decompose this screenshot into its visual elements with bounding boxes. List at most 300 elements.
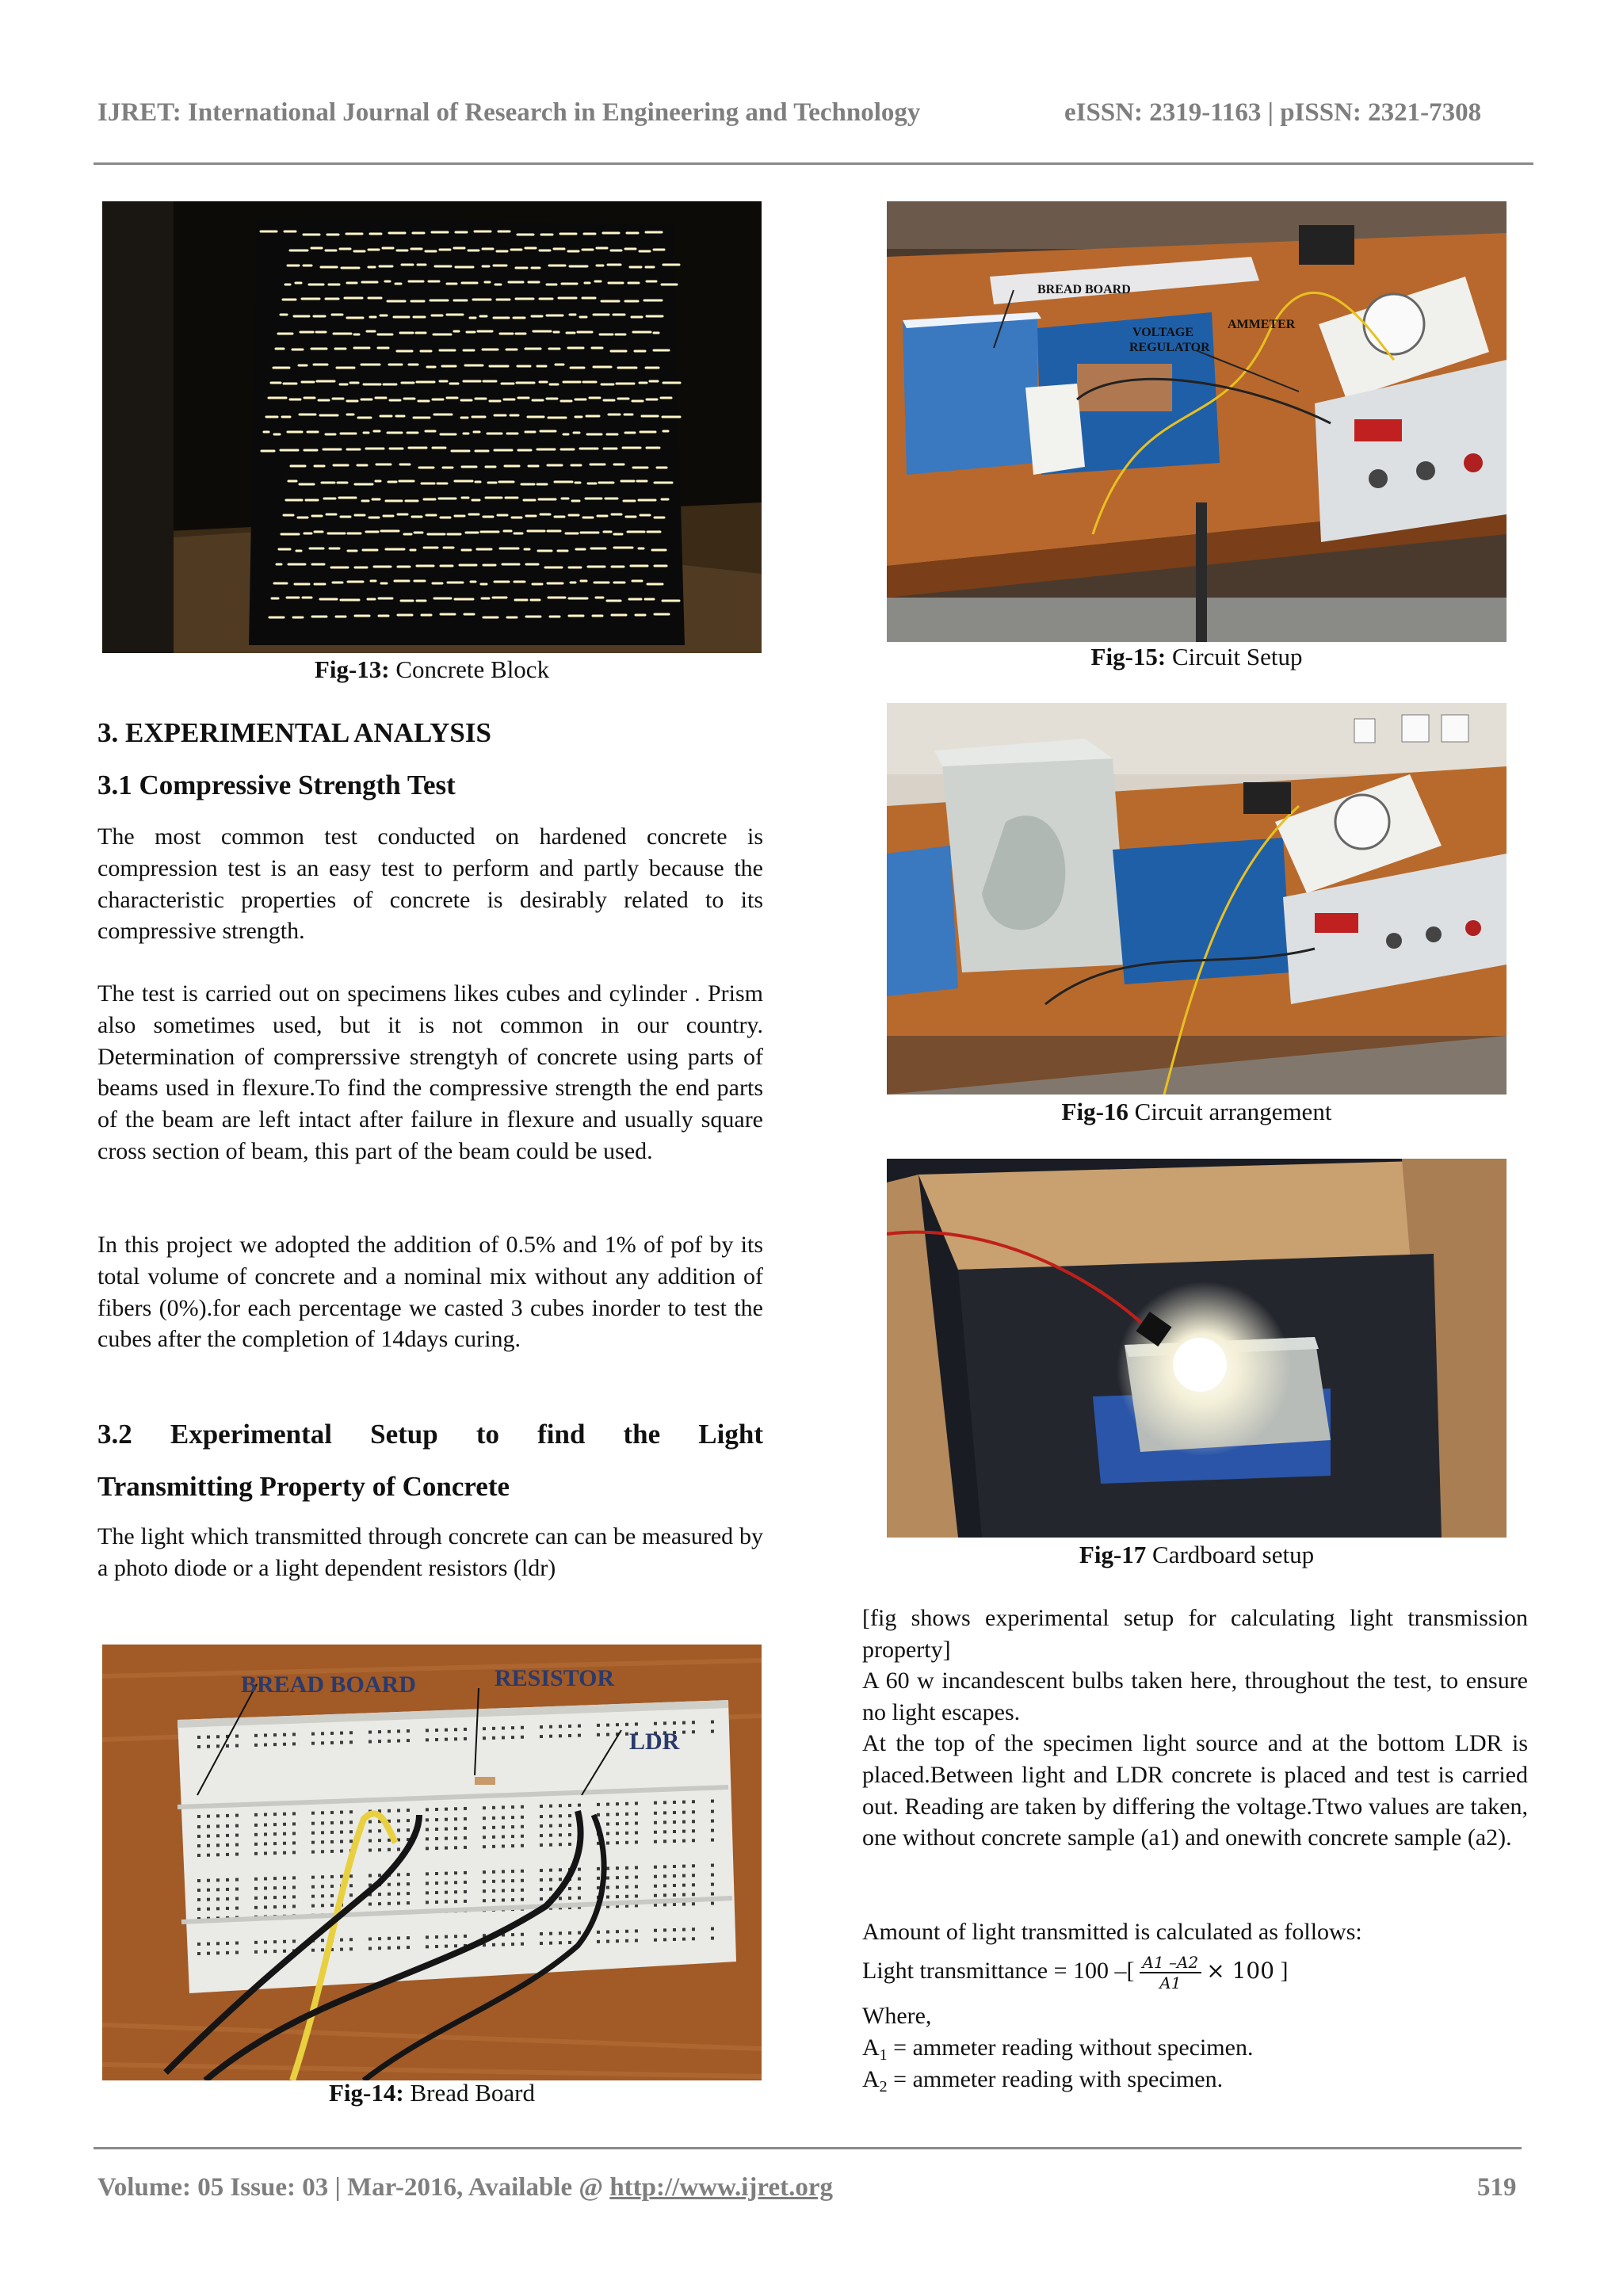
breadboard-hole bbox=[549, 1888, 552, 1891]
breadboard-hole bbox=[311, 1822, 315, 1825]
breadboard-hole bbox=[426, 1945, 429, 1948]
breadboard-hole bbox=[226, 1834, 229, 1837]
breadboard-hole bbox=[378, 1937, 381, 1940]
breadboard-hole bbox=[616, 1813, 619, 1816]
breadboard-hole bbox=[197, 1908, 200, 1911]
breadboard-hole bbox=[616, 1866, 619, 1870]
breadboard-hole bbox=[635, 1831, 638, 1834]
breadboard-hole bbox=[273, 1832, 277, 1836]
section-heading: 3. EXPERIMENTAL ANALYSIS bbox=[97, 717, 491, 748]
a2-text: = ammeter reading with specimen. bbox=[887, 2066, 1224, 2092]
breadboard-hole bbox=[682, 1903, 685, 1906]
breadboard-hole bbox=[292, 1742, 296, 1745]
breadboard-hole bbox=[264, 1733, 267, 1736]
breadboard-hole bbox=[264, 1877, 267, 1880]
breadboard-hole bbox=[311, 1885, 315, 1889]
breadboard-hole bbox=[635, 1821, 638, 1824]
a2-definition bbox=[862, 2064, 1223, 2095]
breadboard-hole bbox=[682, 1928, 685, 1931]
breadboard-hole bbox=[502, 1805, 505, 1809]
breadboard-hole bbox=[407, 1729, 410, 1733]
breadboard-hole bbox=[692, 1874, 695, 1877]
breadboard-hole bbox=[502, 1943, 505, 1946]
breadboard-hole bbox=[568, 1814, 571, 1817]
breadboard-hole bbox=[616, 1876, 619, 1879]
breadboard-hole bbox=[663, 1928, 666, 1931]
breadboard-hole bbox=[540, 1735, 543, 1738]
breadboard-hole bbox=[549, 1843, 552, 1847]
breadboard-hole bbox=[559, 1941, 562, 1944]
breadboard-hole bbox=[407, 1882, 410, 1885]
breadboard-hole bbox=[445, 1729, 448, 1732]
breadboard-hole bbox=[635, 1929, 638, 1932]
breadboard-hole bbox=[597, 1803, 600, 1806]
breadboard-hole bbox=[711, 1893, 714, 1896]
footer-link[interactable]: http://www.ijret.org bbox=[609, 2173, 833, 2202]
breadboard-hole bbox=[663, 1893, 666, 1897]
breadboard-hole bbox=[521, 1835, 524, 1838]
breadboard-hole bbox=[407, 1819, 410, 1822]
breadboard-hole bbox=[568, 1734, 571, 1737]
breadboard-hole bbox=[283, 1905, 286, 1908]
breadboard-hole bbox=[283, 1813, 286, 1816]
breadboard-hole bbox=[407, 1809, 410, 1812]
breadboard-hole bbox=[635, 1801, 638, 1805]
fig13-caption bbox=[102, 655, 762, 685]
breadboard-hole bbox=[435, 1738, 438, 1741]
breadboard-hole bbox=[502, 1825, 505, 1828]
breadboard-hole bbox=[625, 1841, 628, 1844]
breadboard-hole bbox=[549, 1932, 552, 1935]
breadboard-hole bbox=[349, 1938, 353, 1941]
breadboard-hole bbox=[235, 1834, 239, 1837]
breadboard-hole bbox=[273, 1823, 277, 1826]
breadboard-hole bbox=[483, 1870, 486, 1874]
breadboard-hole bbox=[207, 1943, 210, 1946]
breadboard-hole bbox=[606, 1877, 609, 1880]
breadboard-hole bbox=[369, 1830, 372, 1833]
breadboard-hole bbox=[226, 1814, 229, 1817]
breadboard-hole bbox=[502, 1736, 505, 1739]
breadboard-hole bbox=[197, 1943, 200, 1946]
fig14-caption bbox=[102, 2078, 762, 2108]
footer-rule bbox=[94, 2147, 1522, 2149]
breadboard-hole bbox=[321, 1939, 324, 1942]
breadboard-hole bbox=[682, 1830, 685, 1833]
breadboard-hole bbox=[711, 1937, 714, 1940]
breadboard-hole bbox=[540, 1932, 543, 1935]
breadboard-hole bbox=[511, 1736, 514, 1739]
breadboard-hole bbox=[273, 1886, 277, 1889]
breadboard-hole bbox=[568, 1833, 571, 1836]
breadboard-hole bbox=[635, 1722, 638, 1725]
breadboard-hole bbox=[454, 1890, 457, 1893]
breadboard-hole bbox=[264, 1940, 267, 1943]
breadboard-hole bbox=[445, 1935, 448, 1939]
breadboard-hole bbox=[711, 1800, 714, 1803]
breadboard-hole bbox=[407, 1828, 410, 1832]
breadboard-hole bbox=[606, 1886, 609, 1889]
breadboard-hole bbox=[616, 1939, 619, 1943]
breadboard-hole bbox=[254, 1878, 258, 1881]
breadboard-hole bbox=[625, 1802, 628, 1805]
breadboard-hole bbox=[625, 1813, 628, 1816]
breadboard-hole bbox=[663, 1801, 666, 1804]
breadboard-hole bbox=[330, 1821, 334, 1824]
a2-symbol: A bbox=[862, 2066, 880, 2092]
breadboard-hole bbox=[321, 1850, 324, 1853]
breadboard-hole bbox=[445, 1891, 448, 1894]
breadboard-hole bbox=[226, 1744, 229, 1748]
breadboard-hole bbox=[682, 1893, 685, 1897]
breadboard-hole bbox=[349, 1893, 353, 1897]
breadboard-hole bbox=[445, 1808, 448, 1811]
breadboard-hole bbox=[635, 1866, 638, 1869]
breadboard-hole bbox=[483, 1806, 486, 1809]
breadboard-hole bbox=[445, 1945, 448, 1948]
breadboard-hole bbox=[492, 1806, 495, 1809]
breadboard-hole bbox=[521, 1943, 524, 1946]
breadboard-hole bbox=[426, 1935, 429, 1939]
breadboard-hole bbox=[616, 1885, 619, 1889]
breadboard-hole bbox=[397, 1936, 400, 1939]
breadboard-hole bbox=[464, 1817, 467, 1820]
breadboard-hole bbox=[502, 1844, 505, 1847]
fig17-caption bbox=[887, 1540, 1507, 1570]
subsection-heading-3-2-line2: Transmitting Property of Concrete bbox=[97, 1471, 510, 1502]
breadboard-hole bbox=[254, 1887, 258, 1890]
breadboard-hole bbox=[397, 1739, 400, 1742]
breadboard-hole bbox=[369, 1947, 372, 1950]
breadboard-hole bbox=[492, 1880, 495, 1883]
breadboard-hole bbox=[216, 1744, 220, 1748]
breadboard-hole bbox=[207, 1736, 210, 1739]
breadboard-hole bbox=[426, 1828, 429, 1831]
breadboard-hole bbox=[540, 1824, 543, 1828]
breadboard-hole bbox=[216, 1843, 220, 1847]
breadboard-hole bbox=[483, 1817, 486, 1820]
breadboard-hole bbox=[654, 1894, 657, 1897]
fig14-label-breadboard: BREAD BOARD bbox=[241, 1671, 416, 1698]
breadboard-hole bbox=[492, 1727, 495, 1730]
breadboard-hole bbox=[521, 1870, 524, 1873]
breadboard-hole bbox=[663, 1839, 666, 1843]
breadboard-hole bbox=[378, 1848, 381, 1851]
breadboard-hole bbox=[682, 1820, 685, 1824]
breadboard-hole bbox=[654, 1840, 657, 1843]
breadboard-hole bbox=[388, 1946, 391, 1950]
breadboard-hole bbox=[273, 1733, 277, 1736]
breadboard-hole bbox=[378, 1740, 381, 1743]
breadboard-hole bbox=[340, 1939, 343, 1942]
breadboard-hole bbox=[521, 1879, 524, 1882]
breadboard-hole bbox=[625, 1723, 628, 1726]
breadboard-hole bbox=[483, 1727, 486, 1730]
breadboard-hole bbox=[426, 1808, 429, 1811]
breadboard-hole bbox=[311, 1949, 315, 1952]
subsection-heading-3-2-line1: 3.2 Experimental Setup to find the Light bbox=[97, 1419, 763, 1450]
breadboard-hole bbox=[625, 1866, 628, 1870]
breadboard-hole bbox=[578, 1887, 581, 1890]
breadboard-hole bbox=[692, 1810, 695, 1813]
breadboard-hole bbox=[273, 1940, 277, 1943]
breadboard-hole bbox=[597, 1813, 600, 1817]
fig13-image bbox=[102, 201, 762, 653]
breadboard-hole bbox=[464, 1871, 467, 1874]
breadboard-hole bbox=[264, 1743, 267, 1746]
breadboard-hole bbox=[264, 1832, 267, 1836]
breadboard-hole bbox=[226, 1853, 229, 1856]
breadboard-hole bbox=[616, 1832, 619, 1835]
breadboard-hole bbox=[311, 1841, 315, 1844]
breadboard-hole bbox=[388, 1883, 391, 1886]
breadboard-hole bbox=[330, 1894, 334, 1897]
fig14-image bbox=[102, 1645, 762, 2080]
breadboard-hole bbox=[663, 1874, 666, 1878]
breadboard-hole bbox=[235, 1897, 239, 1901]
breadboard-hole bbox=[340, 1741, 343, 1744]
breadboard-hole bbox=[559, 1833, 562, 1836]
breadboard-hole bbox=[578, 1868, 581, 1871]
breadboard-hole bbox=[207, 1898, 210, 1901]
breadboard-hole bbox=[321, 1875, 324, 1878]
fig13-text: Concrete Block bbox=[395, 655, 550, 683]
breadboard-hole bbox=[663, 1830, 666, 1833]
breadboard-hole bbox=[616, 1802, 619, 1805]
breadboard-hole bbox=[673, 1721, 676, 1725]
breadboard-hole bbox=[349, 1740, 353, 1744]
breadboard-hole bbox=[388, 1902, 391, 1905]
breadboard-hole bbox=[663, 1820, 666, 1824]
breadboard-hole bbox=[711, 1721, 714, 1724]
breadboard-hole bbox=[254, 1744, 258, 1747]
breadboard-hole bbox=[311, 1895, 315, 1898]
breadboard-hole bbox=[435, 1818, 438, 1821]
breadboard-hole bbox=[264, 1851, 267, 1855]
breadboard-hole bbox=[283, 1823, 286, 1826]
breadboard-hole bbox=[568, 1887, 571, 1890]
breadboard-hole bbox=[426, 1872, 429, 1875]
breadboard-hole bbox=[692, 1721, 695, 1724]
breadboard-hole bbox=[378, 1829, 381, 1832]
breadboard-hole bbox=[330, 1885, 334, 1888]
breadboard-hole bbox=[673, 1928, 676, 1931]
breadboard-hole bbox=[292, 1939, 296, 1943]
breadboard-hole bbox=[711, 1829, 714, 1832]
breadboard-hole bbox=[559, 1868, 562, 1871]
breadboard-hole bbox=[254, 1941, 258, 1944]
breadboard-hole bbox=[378, 1874, 381, 1877]
breadboard-hole bbox=[540, 1878, 543, 1881]
breadboard-hole bbox=[635, 1840, 638, 1843]
breadboard-hole bbox=[682, 1938, 685, 1941]
breadboard-hole bbox=[330, 1741, 334, 1744]
breadboard-hole bbox=[264, 1813, 267, 1816]
breadboard-hole bbox=[511, 1889, 514, 1892]
breadboard-hole bbox=[454, 1817, 457, 1820]
breadboard-hole bbox=[521, 1844, 524, 1847]
breadboard-hole bbox=[559, 1734, 562, 1737]
breadboard-hole bbox=[435, 1828, 438, 1831]
breadboard-hole bbox=[568, 1804, 571, 1807]
breadboard-hole bbox=[330, 1904, 334, 1907]
breadboard-hole bbox=[197, 1825, 200, 1828]
breadboard-hole bbox=[435, 1891, 438, 1894]
breadboard-hole bbox=[616, 1930, 619, 1933]
breadboard-hole bbox=[673, 1811, 676, 1814]
breadboard-hole bbox=[197, 1952, 200, 1955]
breadboard-hole bbox=[264, 1842, 267, 1845]
breadboard-hole bbox=[521, 1898, 524, 1901]
breadboard-hole bbox=[454, 1881, 457, 1884]
breadboard-hole bbox=[330, 1811, 334, 1814]
fig15-image bbox=[887, 201, 1507, 642]
breadboard-hole bbox=[549, 1805, 552, 1808]
breadboard-hole bbox=[207, 1745, 210, 1748]
breadboard-hole bbox=[369, 1740, 372, 1744]
breadboard-hole bbox=[616, 1822, 619, 1825]
journal-title: IJRET: International Journal of Research in Engineering and Technology bbox=[97, 98, 921, 127]
fig16-text: Circuit arrangement bbox=[1134, 1098, 1332, 1125]
breadboard-hole bbox=[625, 1930, 628, 1933]
breadboard-hole bbox=[549, 1878, 552, 1881]
breadboard-hole bbox=[454, 1737, 457, 1740]
breadboard-hole bbox=[445, 1881, 448, 1885]
breadboard-hole bbox=[426, 1891, 429, 1894]
breadboard-hole bbox=[311, 1876, 315, 1879]
breadboard-hole bbox=[711, 1820, 714, 1823]
breadboard-hole bbox=[625, 1822, 628, 1825]
breadboard-hole bbox=[549, 1735, 552, 1738]
breadboard-hole bbox=[273, 1851, 277, 1855]
fig14-label-resistor: RESISTOR bbox=[495, 1665, 615, 1691]
breadboard-hole bbox=[673, 1893, 676, 1897]
breadboard-hole bbox=[397, 1882, 400, 1885]
breadboard-hole bbox=[254, 1833, 258, 1836]
breadboard-hole bbox=[378, 1902, 381, 1905]
breadboard-hole bbox=[330, 1831, 334, 1834]
breadboard-hole bbox=[635, 1885, 638, 1888]
breadboard-hole bbox=[559, 1878, 562, 1881]
breadboard-hole bbox=[340, 1732, 343, 1735]
breadboard-hole bbox=[511, 1844, 514, 1847]
breadboard-hole bbox=[273, 1896, 277, 1899]
breadboard-hole bbox=[226, 1951, 229, 1954]
breadboard-hole bbox=[435, 1729, 438, 1732]
breadboard-hole bbox=[235, 1744, 239, 1748]
breadboard-hole bbox=[483, 1899, 486, 1902]
breadboard-hole bbox=[283, 1950, 286, 1953]
breadboard-hole bbox=[254, 1824, 258, 1827]
breadboard-hole bbox=[321, 1811, 324, 1814]
breadboard-hole bbox=[216, 1951, 220, 1954]
breadboard-hole bbox=[511, 1825, 514, 1828]
fig15-label-breadboard: BREAD BOARD bbox=[1037, 283, 1131, 296]
breadboard-hole bbox=[711, 1883, 714, 1886]
breadboard-hole bbox=[502, 1898, 505, 1901]
breadboard-hole bbox=[492, 1899, 495, 1902]
breadboard-hole bbox=[454, 1871, 457, 1874]
issn-info: eISSN: 2319-1163 | pISSN: 2321-7308 bbox=[1064, 98, 1482, 127]
breadboard-hole bbox=[464, 1900, 467, 1903]
breadboard-hole bbox=[521, 1889, 524, 1892]
breadboard-hole bbox=[492, 1736, 495, 1740]
breadboard-hole bbox=[292, 1832, 296, 1835]
breadboard-hole bbox=[226, 1878, 229, 1881]
breadboard-hole bbox=[606, 1823, 609, 1826]
paragraph-3-2: The light which transmitted through concrete can can be measured by a photo diode or a light dependent resistors (ldr) bbox=[97, 1523, 763, 1581]
breadboard-hole bbox=[663, 1721, 666, 1725]
breadboard-hole bbox=[216, 1888, 220, 1891]
paragraph-3-1-a: The most common test conducted on hardened concrete is compression test is an easy test to perform and partly because the characteristic properties of concrete is desirably related to its compressive strength. bbox=[97, 823, 763, 945]
breadboard-hole bbox=[654, 1831, 657, 1834]
breadboard-hole bbox=[216, 1907, 220, 1910]
breadboard-hole bbox=[349, 1830, 353, 1833]
formula-prefix: Light transmittance = 100 –[ bbox=[862, 1957, 1135, 1984]
breadboard-hole bbox=[321, 1840, 324, 1843]
breadboard-hole bbox=[273, 1877, 277, 1880]
breadboard-hole bbox=[197, 1815, 200, 1818]
breadboard-hole bbox=[321, 1904, 324, 1907]
breadboard-hole bbox=[378, 1893, 381, 1896]
breadboard-hole bbox=[464, 1737, 467, 1740]
breadboard-hole bbox=[692, 1902, 695, 1905]
breadboard-hole bbox=[654, 1812, 657, 1815]
breadboard-hole bbox=[226, 1843, 229, 1847]
breadboard-hole bbox=[663, 1903, 666, 1906]
breadboard-hole bbox=[540, 1725, 543, 1729]
breadboard-hole bbox=[692, 1864, 695, 1867]
breadboard-hole bbox=[464, 1728, 467, 1731]
breadboard-hole bbox=[682, 1801, 685, 1804]
fig17-label: Fig-17 bbox=[1079, 1541, 1147, 1568]
breadboard-hole bbox=[283, 1896, 286, 1899]
breadboard-hole bbox=[426, 1738, 429, 1741]
breadboard-hole bbox=[340, 1948, 343, 1951]
breadboard-hole bbox=[654, 1821, 657, 1824]
fig14-label: Fig-14: bbox=[329, 2079, 404, 2107]
breadboard-hole bbox=[445, 1738, 448, 1741]
breadboard-hole bbox=[454, 1836, 457, 1839]
breadboard-hole bbox=[511, 1835, 514, 1838]
breadboard-hole bbox=[711, 1874, 714, 1877]
breadboard-hole bbox=[568, 1941, 571, 1944]
paragraph-3-1-c: In this project we adopted the addition of 0.5% and 1% of pof by its total volume of concrete and a nominal mix without any addition of fibers (0%).for each percentage we casted 3 cubes inorder to test the cubes after the completion of 14days curing. bbox=[97, 1232, 763, 1353]
breadboard-hole bbox=[483, 1880, 486, 1883]
breadboard-hole bbox=[197, 1745, 200, 1748]
breadboard-hole bbox=[521, 1816, 524, 1819]
breadboard-hole bbox=[235, 1843, 239, 1847]
breadboard-hole bbox=[606, 1813, 609, 1817]
breadboard-hole bbox=[682, 1721, 685, 1725]
breadboard-hole bbox=[625, 1876, 628, 1879]
breadboard-hole bbox=[464, 1881, 467, 1884]
fig17-text: Cardboard setup bbox=[1152, 1541, 1315, 1568]
breadboard-hole bbox=[388, 1893, 391, 1896]
breadboard-hole bbox=[226, 1888, 229, 1891]
breadboard-hole bbox=[378, 1946, 381, 1950]
breadboard-hole bbox=[663, 1865, 666, 1868]
breadboard-hole bbox=[273, 1950, 277, 1953]
breadboard-hole bbox=[540, 1815, 543, 1818]
breadboard-hole bbox=[464, 1827, 467, 1830]
breadboard-hole bbox=[435, 1935, 438, 1939]
breadboard-hole bbox=[549, 1725, 552, 1729]
breadboard-hole bbox=[511, 1726, 514, 1729]
breadboard-hole bbox=[254, 1897, 258, 1900]
breadboard-hole bbox=[397, 1901, 400, 1904]
breadboard-hole bbox=[435, 1901, 438, 1904]
